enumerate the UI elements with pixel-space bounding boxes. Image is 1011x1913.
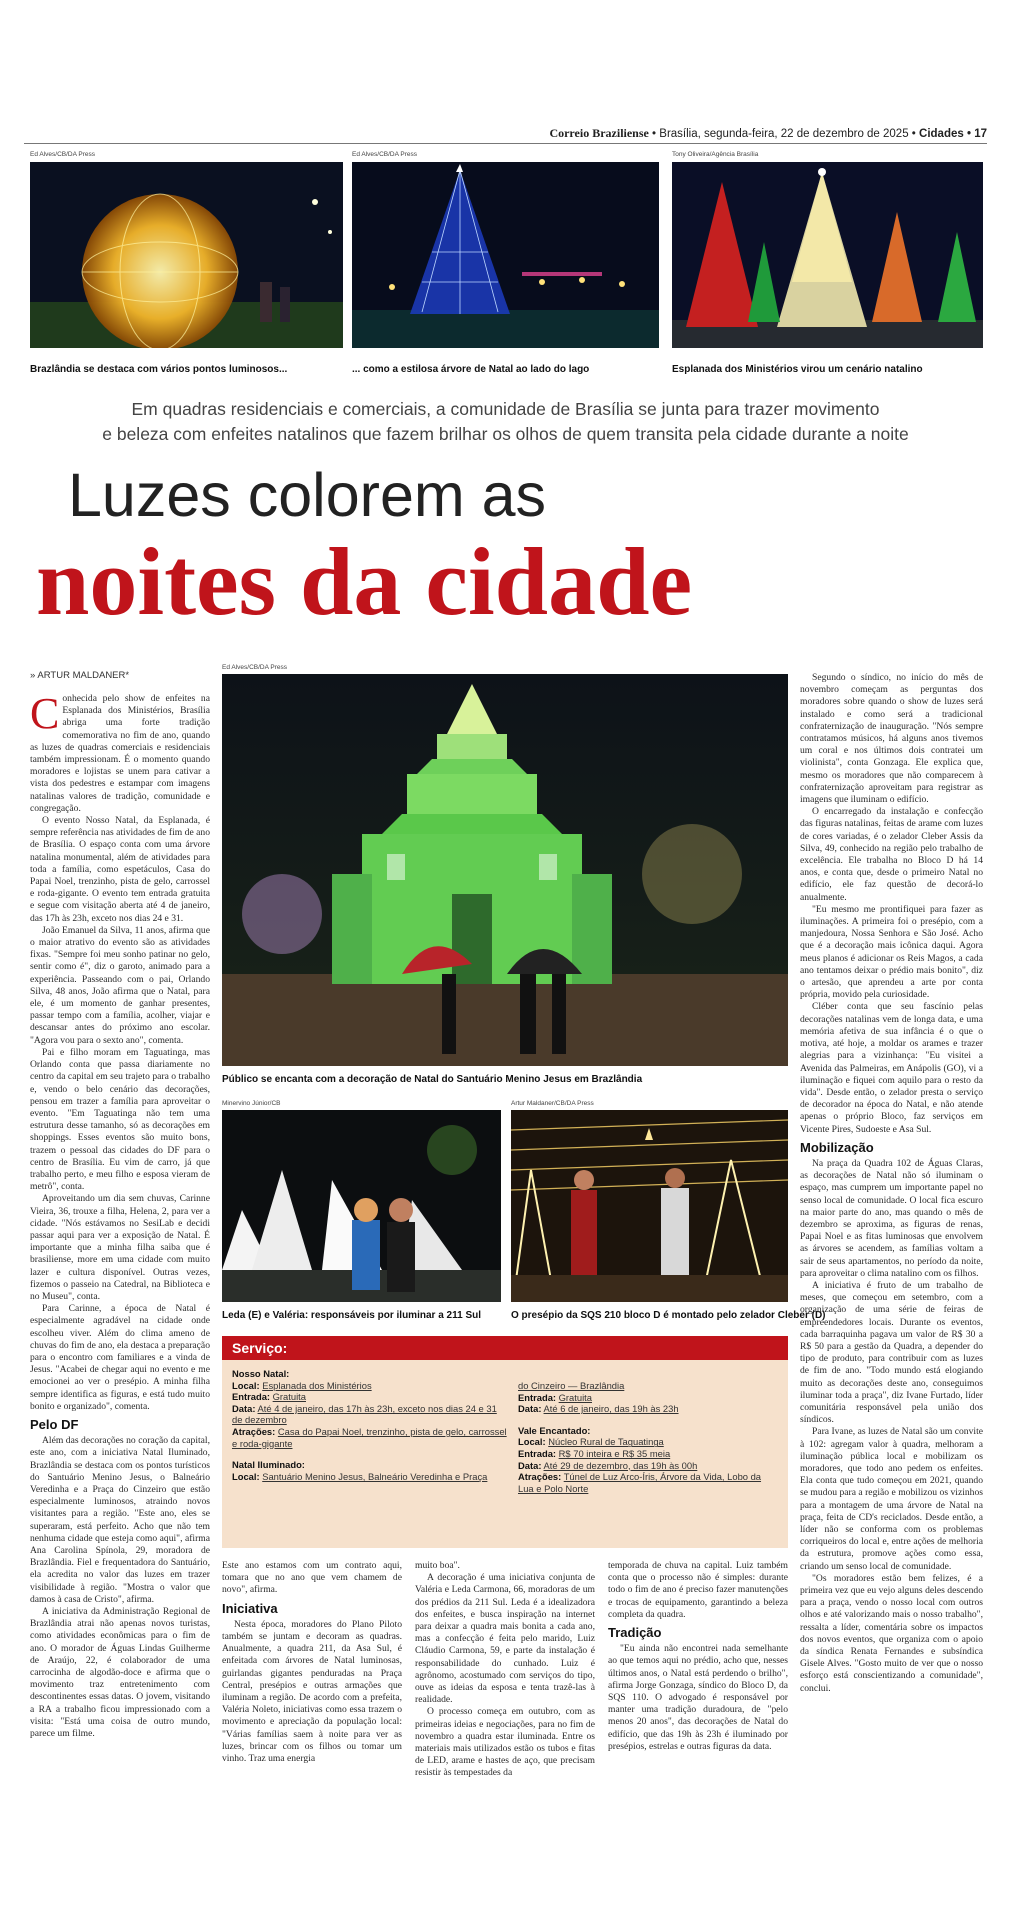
service-value: Casa do Papai Noel, trenzinho, pista de gelo, carrossel e roda-gigante (232, 1425, 507, 1449)
service-box (222, 1336, 788, 1548)
article-column-2 (222, 1560, 402, 1765)
deck-line: Em quadras residenciais e comerciais, a comunidade de Brasília se junta para trazer movimento (131, 399, 880, 419)
photo-caption: Esplanada dos Ministérios virou um cenário natalino (672, 364, 923, 375)
headline-line2: noites da cidade (36, 528, 693, 635)
paragraph: A iniciativa da Administração Regional de Brazlândia atrai não apenas novos turistas, como atividades econômicas para o fim de ano. O morador de Águas Lindas Guilherme de Araújo, 22, é colaborador de uma carrocinha de algodão-doce e afirma que o movimento traz entretenimento com descontinentes essas datas. O jovem, visitando a RA a trabalho ficou impressionado com a visita: "Está uma coisa de outro mundo, parece um filme. (30, 1606, 210, 1740)
service-value: Até 29 de dezembro, das 19h às 00h (543, 1459, 698, 1471)
photo-credit: Ed Alves/CB/DA Press (30, 151, 96, 158)
paragraph: Segundo o síndico, no início do mês de novembro começam as perguntas dos moradores sobre quando o show de luzes será instalado e como será a tradicional confraternização de inauguração. "Nós sempre contratamos músicos, há alguns anos tivemos um coral e nos últimos dois contratei um violinista", conta Gonzaga. Ele explica que, mesmo os moradores que não comparecem à confraternização aproveitam para registrar as imagens que iluminam o edifício. (800, 672, 983, 806)
service-label: Atrações: (518, 1471, 562, 1483)
paragraph: O evento Nosso Natal, da Esplanada, é sempre referência nas atividades de fim de ano de Brasília. O espaço conta com uma árvore natalina monumental, além de atividades para toda a família, como espetáculos, Casa do Papai Noel, trenzinho, pista de gelo, carrossel e roda-gigante. O evento tem entrada gratuita e segue com visitação aberta até 4 de janeiro, das 17h às 23h, exceto nos dias 24 e 31. (30, 815, 210, 924)
paragraph: "Eu mesmo me prontifiquei para fazer as iluminações. A primeira foi o presépio, com a manjedoura, Nossa Senhora e São José. Acho que é a decoração mais icônica daqui. Agora meus planos é adicionar os Reis Magos, a cada ano tentamos deixar o prédio mais bonito", diz o artesão, que aprendeu a arte por conta própria, movido pela curiosidade. (800, 903, 983, 1001)
photo-leda-valeria (222, 1110, 501, 1302)
photo-caption: ... como a estilosa árvore de Natal ao lado do lago (352, 364, 590, 375)
service-value: Núcleo Rural de Taguatinga (548, 1436, 664, 1448)
photo-presepio (511, 1110, 788, 1302)
service-value: Túnel de Luz Arco-Íris, Árvore da Vida, Lobo da Lua e Polo Norte (518, 1471, 762, 1494)
service-label: Atrações: (232, 1425, 276, 1437)
service-label: Data: (232, 1402, 256, 1414)
photo-santuario (222, 674, 788, 1066)
article-column-1 (30, 689, 210, 1740)
paragraph: onhecida pelo show de enfeites na Esplanada dos Ministérios, Brasília abriga uma forte tradição comemorativa no fim de ano, quando as luzes de quadras comerciais e residenciais também impressionam. É o momento quando moradores e lojistas se unem para cativar a vista dos pedestres e estampar com imagens natalinas valores de tradição, comunidade e congregação. (30, 693, 210, 814)
subheading: Tradição (608, 1625, 662, 1641)
deck (0, 397, 1011, 447)
photo-tree-lake (352, 162, 659, 348)
deck-line: e beleza com enfeites natalinos que fazem brilhar os olhos de quem transita pela cidade durante a noite (102, 424, 909, 444)
photo-caption: Público se encanta com a decoração de Natal do Santuário Menino Jesus em Brazlândia (222, 1074, 643, 1085)
service-label: Data: (518, 1459, 542, 1471)
photo-caption: O presépio da SQS 210 bloco D é montado pelo zelador Cleber (D) (511, 1310, 826, 1321)
service-label: Data: (518, 1403, 542, 1415)
paragraph: Para Carinne, a época de Natal é especialmente agradável na cidade onde escolheu viver. Além do clima ameno de chuvas do fim de ano, ela destaca a preparação para o encontro com familiares e a vinda de Jesus. "Acabei de chegar aqui no evento e me emocionei ao ver o presépio. A minha filha sempre identifica as figuras, e está tudo muito bonito e organizado", comenta. (30, 1303, 210, 1412)
service-right (518, 1368, 778, 1494)
subheading: Iniciativa (222, 1600, 278, 1616)
service-label: Local: (232, 1470, 260, 1482)
photo-esplanada-trees (672, 162, 983, 348)
paragraph: Nesta época, moradores do Plano Piloto também se juntam e decoram as quadras. Anualmente, a quadra 211, da Asa Sul, é enfeitada com árvores de Natal luminosas, guirlandas gigantes penduradas na Praça Central, presépios e outras armações que iluminam a região. De acordo com a prefeita, Valéria Noleto, iniciativas como essa trazem o movimento e apreciação da população local: "Várias famílias saem à noite para ver as luzes, brincar com os filhos ou tomar um vinho. Traz uma energia (222, 1618, 402, 1765)
service-label: Entrada: (232, 1391, 271, 1403)
headline-line1: Luzes colorem as (68, 461, 547, 529)
paragraph: Para Ivane, as luzes de Natal são um convite à 102: agregam valor à quadra, melhoram a iluminação pública local e mobilizam os moradores, que todo ano pedem os enfeites. Ela conta que tudo começou em 2021, quando se mudou para a região e mobilizou os vizinhos para a montagem de uma árvore de Natal na praça, feita de CD's reciclados. Desde então, a líder não se conforma com os problemas corriqueiros do local e, entre ações de melhoria da estrutura, promove ações como essa, criando um senso local de comunidade. (800, 1426, 983, 1572)
paragraph: O processo começa em outubro, com as primeiras ideias e negociações, para no fim de novembro a quadra estar iluminada. Entre os materiais mais utilizados estão os tubos e fitas de LED, arame e hastes de aço, que precisam resistir às tempestades da (415, 1706, 595, 1779)
paragraph: Este ano estamos com um contrato aqui, tomara que no ano que vem chamem de novo", afirma. (222, 1560, 402, 1596)
service-left (232, 1368, 508, 1494)
paper-name: Correio Braziliense (549, 126, 649, 140)
section-name: Cidades (919, 128, 964, 140)
photo-caption: Brazlândia se destaca com vários pontos luminosos... (30, 364, 288, 375)
service-title: Serviço: (222, 1336, 788, 1360)
subheading: Pelo DF (30, 1416, 79, 1432)
article-column-5 (800, 672, 983, 1695)
article-column-4 (608, 1560, 788, 1753)
page-number: • 17 (963, 128, 987, 140)
paragraph: Além das decorações no coração da capital, este ano, com a iniciativa Natal Iluminado, Brazlândia se destaca com os pontos turísticos do Santuário Menino Jesus, o Balneário Veredinha e a Praça do Cinzeiro que estão especialmente luminosos, atraindo novos visitantes para a região. "Este ano, eles se superaram, está perfeito. Acho que não tem nenhuma cidade que esteja como aqui", afirma Ana Carolina Spínola, 29, moradora de Brazlândia. Fiel e frequentadora do Santuário, ela acredita no valor das luzes em trazer visibilidade à região. "Mostra o valor que damos à casa de Cristo", afirma. (30, 1435, 210, 1605)
paragraph: Pai e filho moram em Taguatinga, mas Orlando conta que passa diariamente no centro da capital em seu trajeto para o trabalho e, vendo o belo cenário das decorações, pensou em trazer a família para aproveitar o evento. "Em Taguatinga não tem uma estrutura desse tamanho, só as decorações em shoppings. Esses eventos são muito bons, trazem o pessoal das cidades do DF para o centro de Brasília. Eu vim de carro, já que trabalho perto, e meu filho e esposa vieram de metrô", conta. (30, 1046, 210, 1193)
page-header (24, 120, 987, 142)
service-event-name: Natal Iluminado: (232, 1459, 305, 1471)
service-value: Até 4 de janeiro, das 17h às 23h, exceto nos dias 24 e 31 de dezembro (232, 1402, 497, 1426)
paragraph: "Eu ainda não encontrei nada semelhante ao que temos aqui no prédio, acho que, nesses últimos anos, o Natal está perdendo o brilho", afirma Jorge Gonzaga, síndico do Bloco D, da SQS 110. O advogado é responsável por manter uma tradição duradoura, de "pelo menos 20 anos", das decorações de Natal do edifício, que das 19h às 23h é iluminado por presépios, estrelas e outras figuras da data. (608, 1643, 788, 1752)
service-event-name: Nosso Natal: (232, 1368, 290, 1379)
paragraph: A decoração é uma iniciativa conjunta de Valéria e Leda Carmona, 66, moradoras de um dos prédios da 211 Sul. Leda é a idealizadora dos enfeites, e busca inspiração na internet para deixar a quadra mais bonita a cada ano, mas a confecção é feita pelo marido, Luiz Cláudio Carmona, 59, e parte da instalação é responsabilidade do cunhado. Luiz é agrônomo, acostumado com serviços do tipo, ouve as ideias da esposa e tenta trazê-las à realidade. (415, 1572, 595, 1706)
photo-caption: Leda (E) e Valéria: responsáveis por iluminar a 211 Sul (222, 1310, 481, 1321)
paragraph: Aproveitando um dia sem chuvas, Carinne Vieira, 36, trouxe a filha, Helena, 2, para ver a cidade. "Nós estávamos no SesiLab e decidi passar aqui para ver a exposição de Natal. É importante que a minha filha saiba que é brasiliense, more em uma cidade com muito lazer e cultura disponível. Outras vezes, fizemos o passeio na Catedral, na Biblioteca e no Museu", conta. (30, 1193, 210, 1302)
service-label: Entrada: (518, 1391, 557, 1403)
service-event-name: Vale Encantado: (518, 1424, 591, 1436)
service-value: Até 6 de janeiro, das 19h às 23h (543, 1403, 679, 1415)
photo-credit: Tony Oliveira/Agência Brasília (672, 151, 759, 158)
paragraph: Na praça da Quadra 102 de Águas Claras, as decorações de Natal não só iluminam o espaço, mas cumprem um importante papel no senso local de comunidade. O local fica escuro na maior parte do ano, mas quando o mês de dezembro se aproxima, as figuras de renas, Papai Noel e as fitas luminosas que envolvem as árvores se acendem, as famílias voltam a sair de seus apartamentos, no período da noite, para aproveitar o clima natalino com os filhos. (800, 1157, 983, 1279)
service-value: Gratuita (558, 1391, 592, 1403)
paragraph: muito boa". (415, 1560, 460, 1571)
photo-braslandia-sphere (30, 162, 343, 348)
paragraph: A iniciativa é fruto de um trabalho de meses, que começou em setembro, com a organização de uma série de feiras de empreendedores locais. Durante os eventos, cada barraquinha pagava um valor de R$ 30 a R$ 50 para a gestão da Quadra, a depender do tipo de produto, para contribuir com as luzes de fim de ano. "Todo mundo está elogiando muito as decorações deste ano, conseguimos iluminar toda a praça", diz Ivane Furtado, líder comunitária responsável pela união dos síndicos. (800, 1279, 983, 1426)
photo-credit: Ed Alves/CB/DA Press (222, 664, 288, 671)
service-value: Gratuita (272, 1391, 306, 1403)
paragraph: O encarregado da instalação e confecção das figuras natalinas, feitas de arame com luzes de cores variadas, é o zelador Cleber Assis da Silva, 49, conhecido na região pelo trabalho de excelência. Ele trabalha no Bloco D há 14 anos, e conta que, desde o primeiro Natal no edifício, ele faz questão de decorá-lo anualmente. (800, 806, 983, 903)
service-value: R$ 70 inteira e R$ 35 meia (558, 1447, 671, 1459)
subheading: Mobilização (800, 1139, 874, 1155)
photo-credit: Minervino Júnior/CB (222, 1100, 281, 1107)
article-column-3 (415, 1560, 595, 1780)
service-label: Local: (232, 1379, 260, 1391)
service-value: Santuário Menino Jesus, Balneário Veredinha e Praça (262, 1470, 488, 1482)
dateline: • Brasília, segunda-feira, 22 de dezembro de 2025 • (648, 128, 920, 140)
paragraph: Cléber conta que seu fascínio pelas decorações natalinas vem de longa data, e uma memória afetiva de sua infância é o que o motiva, até hoje, a moldar os arames e trazer alegrias para a vizinhança: "Eu visitei a Avenida das Palmeiras, em Anápolis (GO), vi a iluminação e fiquei com aquilo para o resto da vida". Desde então, o zelador presta o serviço de decorador na época do Natal, e não atende apenas o próprio Bloco, faz serviços em Vicente Pires, Sudoeste e Asa Sul. (800, 1001, 983, 1135)
photo-credit: Artur Maldaner/CB/DA Press (511, 1100, 594, 1107)
paragraph: "Os moradores estão bem felizes, é a primeira vez que eu vejo alguns deles descendo para a praça, vendo o nosso local com outros olhos e até valorizando mais o nosso trabalho", ressalta a líder, comentária sobre os impactos dos novos eventos, que organiza com o apoio da síndica Renata Fernandes e subsíndica Gisele Alves. "Gosto muito de ver que o nosso esforço está conscientizando a comunidade", conclui. (800, 1572, 983, 1694)
service-value: Esplanada dos Ministérios (262, 1379, 372, 1391)
photo-credit: Ed Alves/CB/DA Press (352, 151, 418, 158)
paragraph: temporada de chuva na capital. Luiz também conta que o processo não é simples: durante todo o fim de ano é preciso fazer manutenções e trocas de equipamento, garantindo a beleza completa da quadra. (608, 1560, 788, 1620)
paragraph: João Emanuel da Silva, 11 anos, afirma que o maior atrativo do evento são as atividades fixas. "Sempre foi meu sonho patinar no gelo, sentir como é", diz o garoto, animado para a experiência. Passeando com o pai, Orlando Silva, 48 anos, João afirma que o Natal, para ele, é um momento de ganhar presentes, passar tempo com a família, acolher, viajar e descansar antes do próximo ano escolar. "Agora vou para o sexto ano", comenta. (30, 924, 210, 1046)
drop-cap: C (30, 689, 60, 738)
service-value: do Cinzeiro — Brazlândia (518, 1380, 625, 1391)
service-label: Local: (518, 1436, 546, 1448)
service-label: Entrada: (518, 1447, 557, 1459)
byline: » ARTUR MALDANER* (30, 670, 130, 681)
